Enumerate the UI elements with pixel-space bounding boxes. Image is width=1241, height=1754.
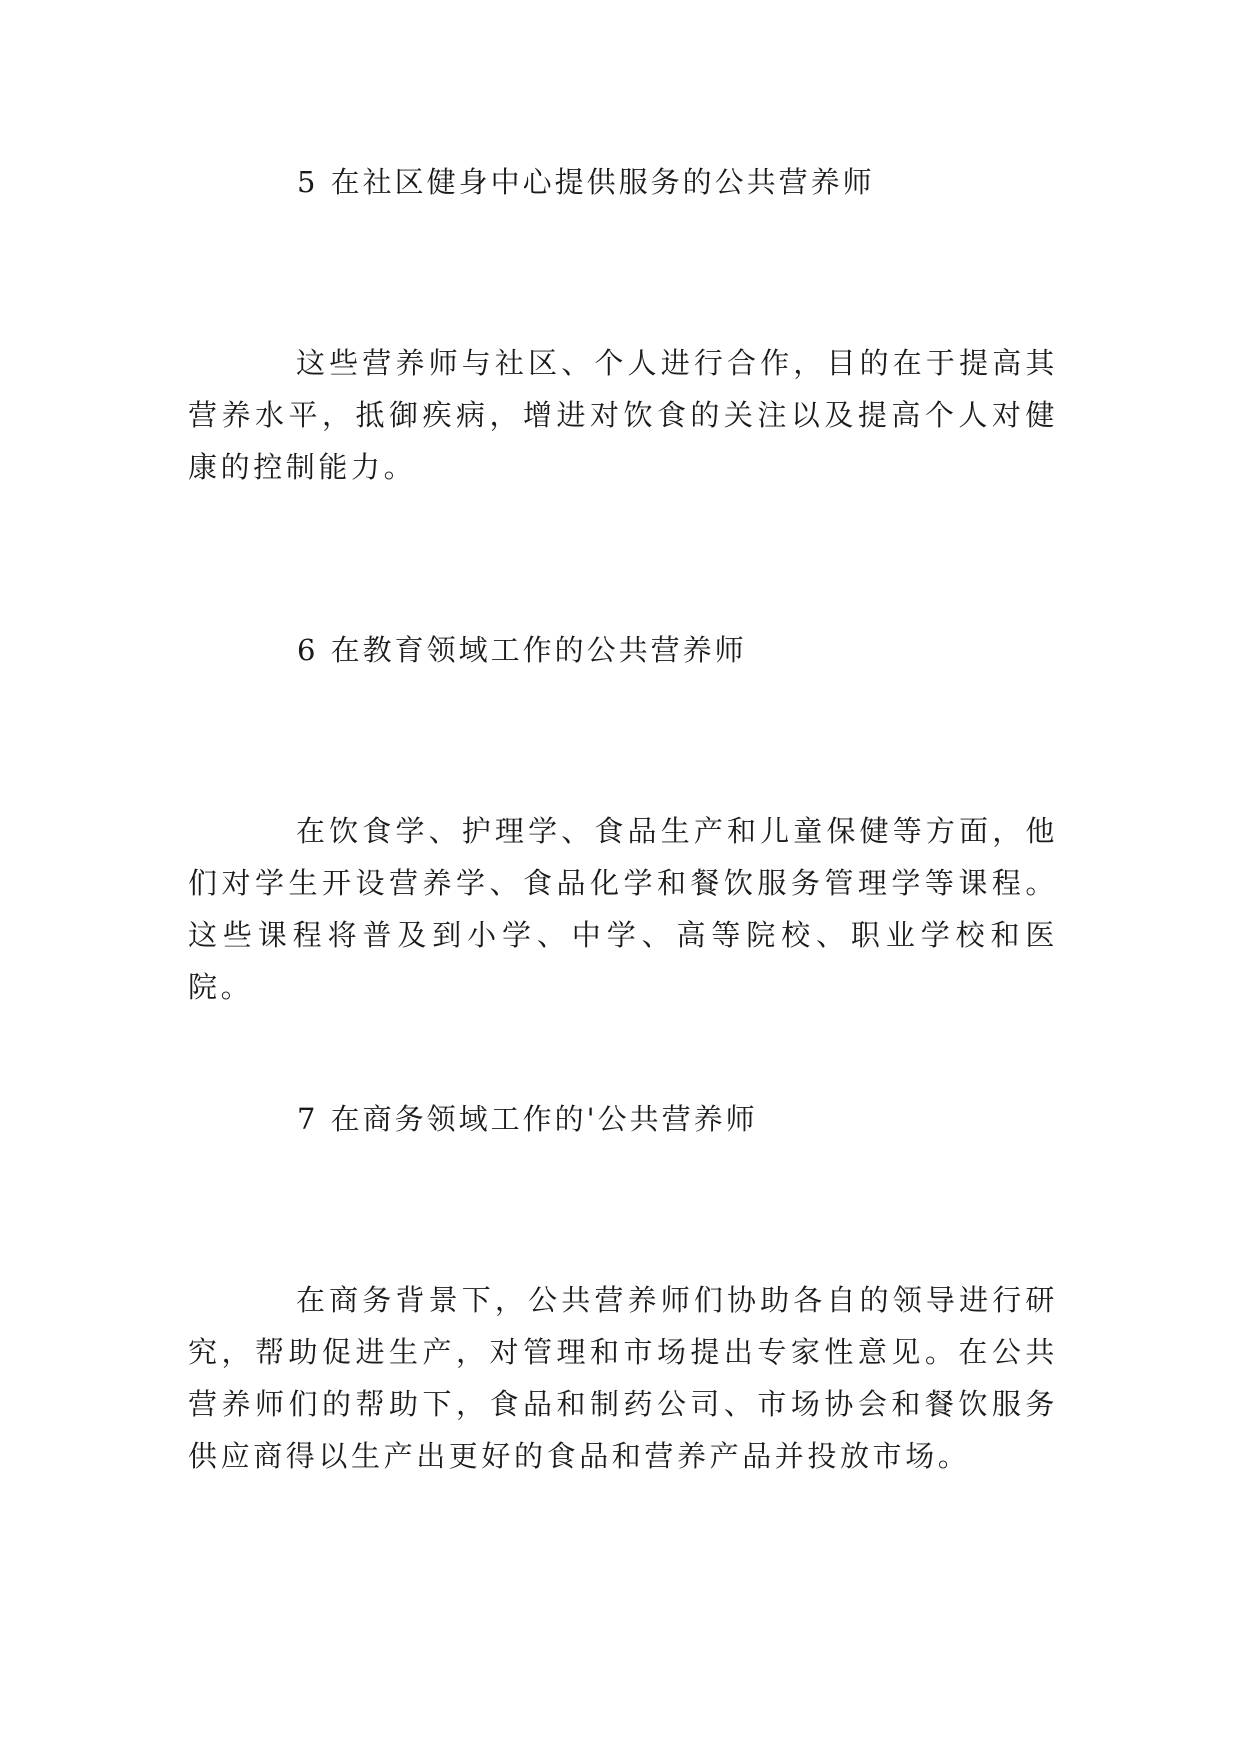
section-6-paragraph: 在饮食学、护理学、食品生产和儿童保健等方面，他们对学生开设营养学、食品化学和餐饮服务管理学等课程。这些课程将普及到小学、中学、高等院校、职业学校和医院。 [188,814,1058,1004]
section-5-heading: 5 在社区健身中心提供服务的公共营养师 [297,165,875,199]
section-7-heading: 7 在商务领域工作的'公共营养师 [297,1102,758,1136]
section-5-paragraph: 这些营养师与社区、个人进行合作，目的在于提高其营养水平，抵御疾病，增进对饮食的关注以及提高个人对健康的控制能力。 [188,346,1058,484]
section-6-heading: 6 在教育领域工作的公共营养师 [297,633,747,667]
section-7-paragraph: 在商务背景下，公共营养师们协助各自的领导进行研究，帮助促进生产，对管理和市场提出专家性意见。在公共营养师们的帮助下，食品和制药公司、市场协会和餐饮服务供应商得以生产出更好的食品和营养产品并投放市场。 [188,1283,1058,1473]
